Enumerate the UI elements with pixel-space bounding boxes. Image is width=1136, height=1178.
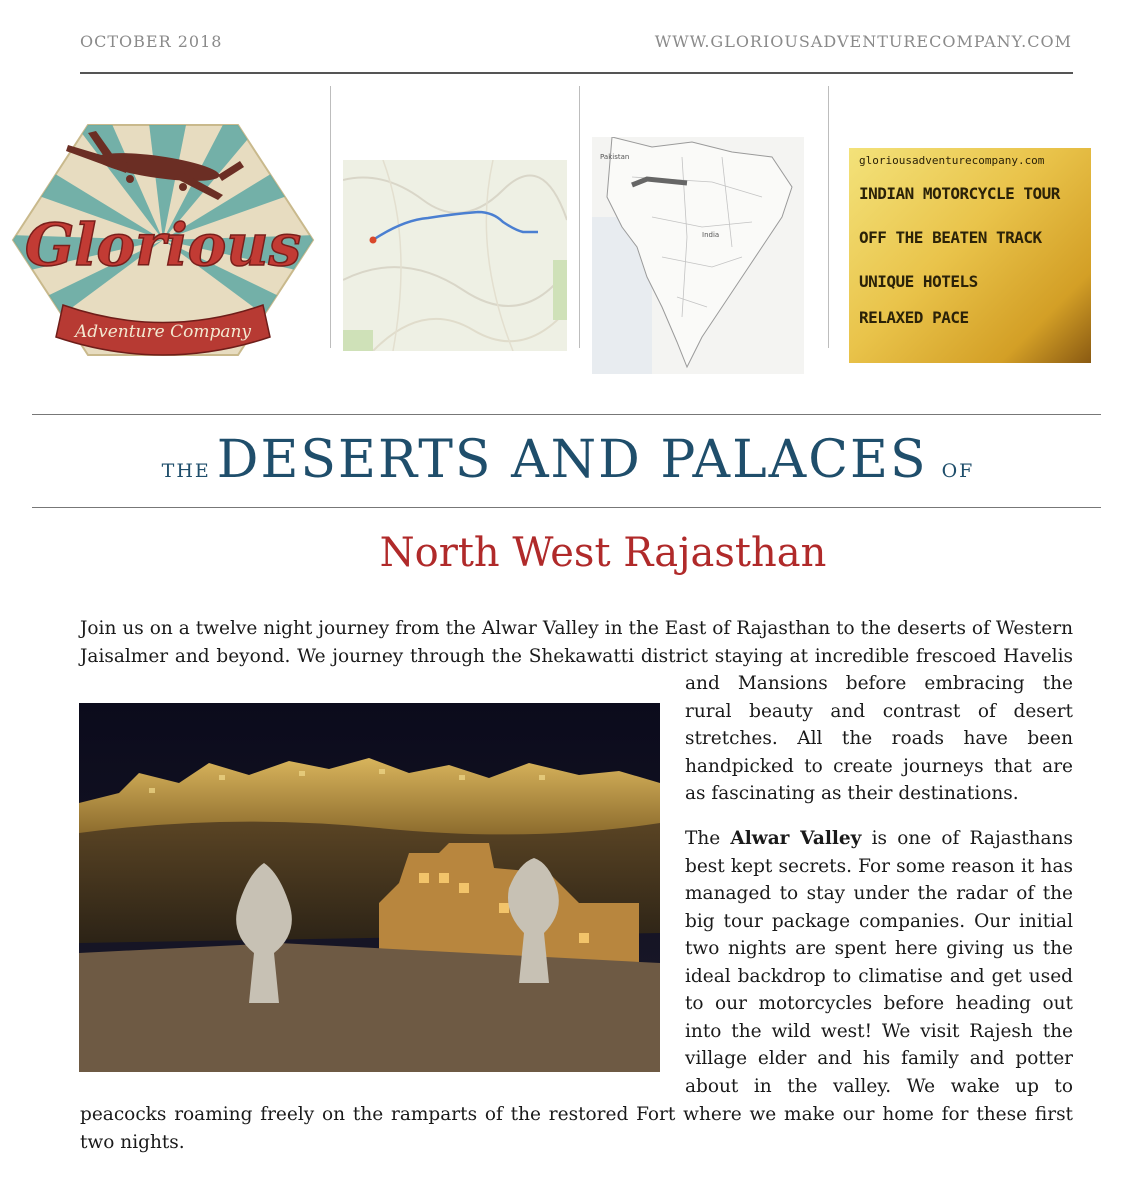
company-logo [8,115,318,365]
title-rule-top [32,414,1101,415]
column-divider [828,86,829,348]
jaisalmer-fort-photo [79,703,660,1072]
column-divider [579,86,580,348]
sign-url: gloriousadventurecompany.com [859,154,1045,167]
title-rule-bottom [32,507,1101,508]
body-paragraph: and Mansions before embracing the rural beauty and contrast of desert stretches. All the roads have been handpicked to create journeys that are as fascinating as their destinations. [685,673,1073,804]
issue-date: OCTOBER 2018 [80,32,223,51]
sign-line: RELAXED PACE [859,308,969,327]
page-subtitle: North West Rajasthan [379,530,827,576]
logo-tagline: Adventure Company [74,322,252,342]
tour-sign-image [849,148,1091,363]
sign-line: UNIQUE HOTELS [859,272,978,291]
alwar-valley-bold: Alwar Valley [730,828,862,849]
title-main: DESERTS AND PALACES [216,430,928,490]
alwar-paragraph: The Alwar Valley is one of Rajasthans best kept secrets. For some reason it has managed to stay under the radar of the big tour package companies. Our initial two nights are spent here giving us the ideal backdrop to climatise and get used to our motorcycles before heading out into the wild west! We visit Rajesh the village elder and his family and potter about in the valley. We wake up to [685,828,1073,1097]
header-rule [80,72,1073,74]
body-paragraph-continued: peacocks roaming freely on the ramparts of the restored Fort where we make our home for these first two nights. [80,1104,1073,1153]
svg-text:India: India [702,231,720,239]
title-prefix: THE [161,460,211,482]
india-map-image [592,137,804,374]
column-divider [330,86,331,348]
sign-line: INDIAN MOTORCYCLE TOUR [859,184,1060,203]
logo-wordmark: Glorious [24,211,302,279]
sign-line: OFF THE BEATEN TRACK [859,228,1042,247]
title-suffix: OF [941,460,975,482]
website-url[interactable]: WWW.GLORIOUSADVENTURECOMPANY.COM [654,32,1072,51]
svg-text:Pakistan: Pakistan [600,153,630,161]
intro-paragraph: Join us on a twelve night journey from the Alwar Valley in the East of Rajasthan to the deserts of Western Jaisalmer and beyond. We journey through the Shekawatti district staying at incredible frescoed Havelis [80,618,1073,667]
page-title [0,430,1136,490]
route-map-image [343,160,567,351]
